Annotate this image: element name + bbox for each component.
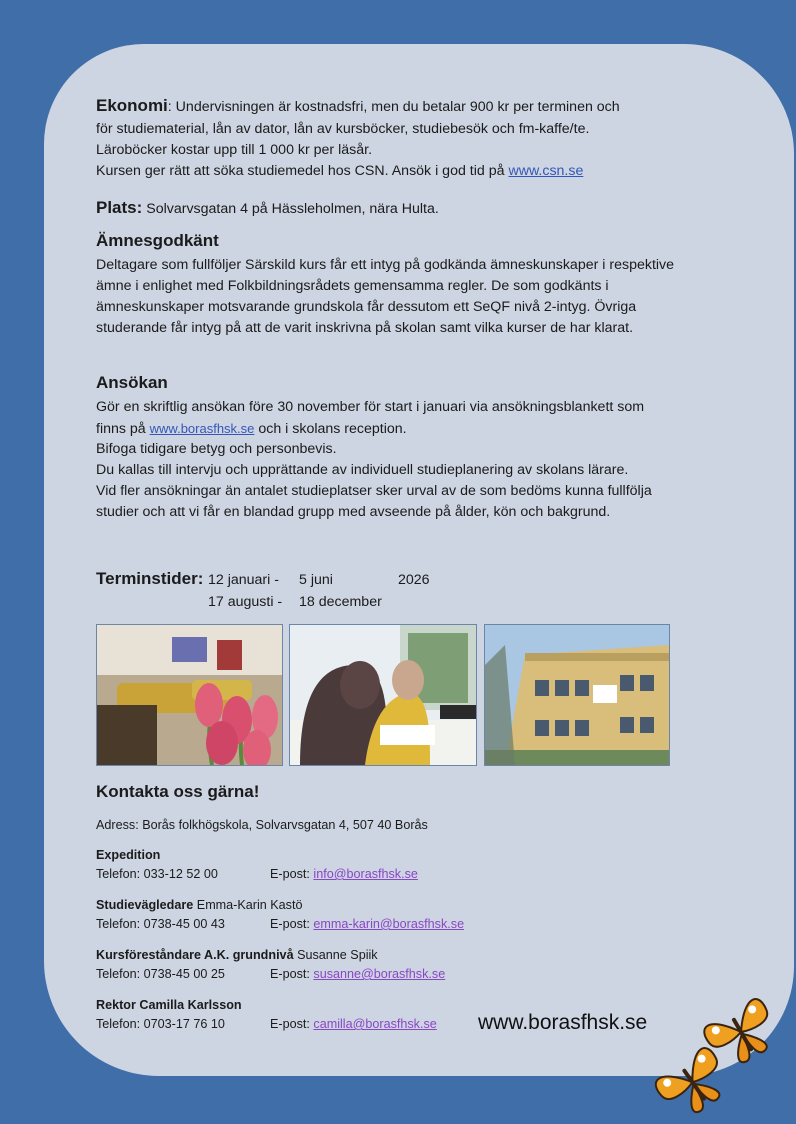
expedition-title: Expedition [96, 848, 161, 862]
studievagledare-email[interactable]: emma-karin@borasfhsk.se [313, 917, 465, 931]
ekonomi-line1: Ekonomi: Undervisningen är kostnadsfri, men du betalar 900 kr per terminen och [96, 96, 620, 115]
ekonomi-line3: Läroböcker kostar upp till 1 000 kr per läsår. [96, 142, 373, 158]
studievagledare-title-line: Studievägledare Emma-Karin Kastö [96, 898, 303, 912]
expedition-email-line: E-post: info@borasfhsk.se [270, 867, 418, 881]
ansokan-line3: Bifoga tidigare betyg och personbevis. [96, 441, 337, 457]
ansokan-line6: studier och att vi får en blandad grupp med avseende på ålder, kön och bakgrund. [96, 504, 611, 520]
term-row2-start: 17 augusti - [208, 594, 283, 610]
term-row1-start: 12 januari - [208, 572, 279, 588]
adress: Adress: Borås folkhögskola, Solvarvsgatan 4, 507 40 Borås [96, 818, 428, 832]
rektor-email-line: E-post: camilla@borasfhsk.se [270, 1017, 437, 1031]
amnesgodkant-line: studerande får intyg på att de varit inskrivna på skolan samt vilka kurser de har klarat. [96, 320, 634, 336]
ansokan-line4: Du kallas till intervju och upprättande av individuell studieplanering av skolans lärare. [96, 462, 629, 478]
term-row1-end: 5 juni [299, 572, 333, 588]
ansokan-line5: Vid fler ansökningar än antalet studieplatser sker urval av de som bedöms kunna fullfölja [96, 483, 652, 499]
kursforestandare-phone: Telefon: 0738-45 00 25 [96, 967, 225, 981]
students-studying-photo [289, 624, 477, 766]
tulips-lounge-photo [96, 624, 283, 766]
ekonomi-line2: för studiematerial, lån av dator, lån av kursböcker, studiebesök och fm-kaffe/te. [96, 121, 590, 137]
ekonomi-heading: Ekonomi [96, 96, 168, 115]
plats-heading: Plats: [96, 198, 143, 217]
amnesgodkant-line: ämneskunskaper motsvarande grundskola får dessutom ett SeQF nivå 2-intyg. Övriga [96, 299, 637, 315]
expedition-email[interactable]: info@borasfhsk.se [313, 867, 418, 881]
kontakt-heading: Kontakta oss gärna! [96, 782, 260, 801]
plats-line: Plats: Solvarvsgatan 4 på Hässleholmen, nära Hulta. [96, 198, 439, 217]
rektor-phone: Telefon: 0703-17 76 10 [96, 1017, 225, 1031]
term-row1-year: 2026 [398, 572, 430, 588]
studievagledare-email-line: E-post: emma-karin@borasfhsk.se [270, 917, 465, 931]
amnesgodkant-line: Deltagare som fullföljer Särskild kurs får ett intyg på godkända ämneskunskaper i respektive [96, 257, 675, 273]
kursforestandare-title-line: Kursföreståndare A.K. grundnivå Susanne Spiik [96, 948, 378, 962]
studievagledare-phone: Telefon: 0738-45 00 43 [96, 917, 225, 931]
school-building-photo [484, 624, 670, 766]
borasfhsk-link[interactable]: www.borasfhsk.se [149, 421, 255, 436]
terminstider-heading: Terminstider: [96, 569, 204, 588]
kursforestandare-email[interactable]: susanne@borasfhsk.se [313, 967, 446, 981]
amnesgodkant-line: ämne i enlighet med Folkbildningsrådets gemensamma regler. De som godkänts i [96, 278, 609, 294]
rektor-title: Rektor Camilla Karlsson [96, 998, 242, 1012]
amnesgodkant-heading: Ämnesgodkänt [96, 231, 219, 250]
ansokan-line2: finns på www.borasfhsk.se och i skolans reception. [96, 421, 407, 437]
term-row2-end: 18 december [299, 594, 382, 610]
ansokan-line1: Gör en skriftlig ansökan före 30 november för start i januari via ansökningsblankett som [96, 399, 645, 415]
rektor-email[interactable]: camilla@borasfhsk.se [313, 1017, 437, 1031]
expedition-phone: Telefon: 033-12 52 00 [96, 867, 218, 881]
ansokan-heading: Ansökan [96, 373, 168, 392]
ekonomi-line4: Kursen ger rätt att söka studiemedel hos CSN. Ansök i god tid på www.csn.se [96, 163, 584, 179]
csn-link[interactable]: www.csn.se [508, 163, 584, 179]
butterfly-icon [652, 1046, 734, 1120]
website-url[interactable]: www.borasfhsk.se [478, 1011, 648, 1034]
kursforestandare-email-line: E-post: susanne@borasfhsk.se [270, 967, 446, 981]
